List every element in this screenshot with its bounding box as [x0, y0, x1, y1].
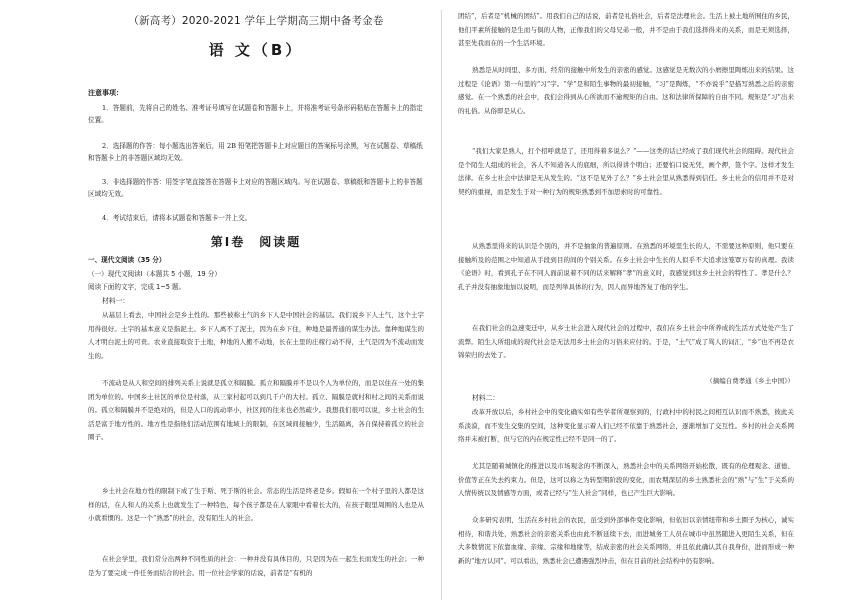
notice-item-1: 1．答题前，先将自己的姓名、准考证号填写在试题卷和答题卡上，并将准考证号条形码粘贴在答题卡上的指定位置。 — [88, 104, 423, 125]
section-heading: 一、现代文阅读（35 分） — [88, 256, 166, 264]
passage-paragraph: 在社会学里，我们常分出两种不同性质的社会：一种并没有具体目的，只是因为在一起生长而发生的社会；一种是为了要完成一件任务而结合的社会。用一位社会学家的话说，前者是“有机的 — [88, 555, 424, 577]
passage-paragraph: 从基层上看去，中国社会是乡土性的。那些被称土气的乡下人是中国社会的基层。我们说乡下人土气，这个土字用得很好。土字的基本意义是指泥土。乡下人离不了泥土，因为在乡下住，种地是最普通的谋生办法。靠种地谋生的人才明白泥土的可贵。农业直接取资于土地，种地的人搬不动地，长在土里的庄稼行动不得，土气是因为不流动而发生的。 — [88, 311, 424, 360]
passage-paragraph: 团结”，后者是“机械的团结”。用我们自己的话说，前者是礼俗社会，后者是法理社会。生活上被土地所囿住的乡民，他们平素所接触的是生而与俱的人物，正像我们的父母兄弟一般，并不是由于我们选择得来的关系，而是无须选择，甚至先我而在的一个生活环境。 — [458, 12, 794, 48]
notice-heading: 注意事项： — [88, 89, 123, 97]
column-divider — [441, 10, 442, 600]
passage-paragraph: 在我们社会的急速变迁中，从乡土社会进入现代社会的过程中，我们在乡土社会中所养成的生活方式处处产生了流弊。陌生人所组成的现代社会是无法用乡土社会的习俗来应付的。于是，“土气”成了骂人的词汇，“乡”也不再是衣锦荣归的去处了。 — [458, 324, 794, 360]
material-one-label: 材料一： — [102, 297, 130, 305]
source-citation: （摘编自费孝通《乡土中国》） — [706, 377, 794, 385]
notice-item-3: 3．非选择题的作答：用签字笔直接答在答题卡上对应的答题区域内。写在试题卷、草稿纸和答题卡上的非答题区域均无效。 — [88, 178, 423, 199]
passage-paragraph: 尤其是随着城镇化的推进以及市场观念的不断深入，熟悉社会中的关系网络开始松散，既有的伦理观念、道德、价值等正在失去约束力。但是，这可以称之为转型期阶段的变化，而农期深层的乡土熟悉社会的“熟”与“生”于关系的人情传统以及情感等方面，或者已经与“生人社会”同样，也已产生巨大影响。 — [458, 462, 794, 498]
part-title: 第Ⅰ卷 阅读题 — [210, 235, 302, 249]
subject-title: 语 文（B） — [208, 41, 304, 59]
subsection-heading: （一）现代文阅读Ⅰ（本题共 5 小题，19 分） — [88, 270, 221, 278]
passage-paragraph: 熟悉是从时间里、多方面、经常的接触中所发生的亲密的感觉。这感觉是无数次的小磨擦里陶炼出来的结果。这过程是《论语》第一句里的“习”字。“学”是和陌生事物的最初接触，“习”是陶炼，“不亦说乎”是描写熟悉之后的亲密感觉。在一个熟悉的社会中，我们会得到从心所欲而不逾规矩的自由。这和法律所保障的自由不同。规矩是“习”出来的礼俗。从俗即是从心。 — [458, 66, 794, 115]
passage-paragraph: 不流动是从人和空间的排列关系上说就是孤立和隔膜。孤立和隔膜并不是以个人为单位的，而是以住在一处的集团为单位的。中国乡土社区的单位是村落，从三家村起可以到几千户的大村。孤立、隔膜是就村和村之间的关系而说的。孤立和隔膜并不是绝对的，但是人口的流动率小，社区间的往来也必然疏少。我想我们很可以说，乡土社会的生活是富于地方性的。地方性是指他们活动范围有地域上的限制，在区域间接触少，生活隔离，各自保持着孤立的社会圈子。 — [88, 379, 424, 442]
exam-title: （新高考）2020-2021 学年上学期高三期中备考金卷 — [128, 15, 384, 27]
passage-paragraph: 从熟悉里得来的认识是个别的，并不是抽象的普遍原则。在熟悉的环境里生长的人，不需要这种原则，他只要在接触所及的范围之中知道从手段到目的间的个别关系。在乡土社会中生长的人似乎不大追求这笼罩万有的真理。我读《论语》时，看到孔子在不同人面前说着不同的话来解释“孝”的意义时，我感觉到这乡土社会的特性了。孝是什么？孔子并没有抽象地加以说明，而是列举具体的行为，因人而异地答复了他的学生。 — [458, 242, 794, 291]
passage-paragraph: 乡土社会在地方性的限制下成了生于斯、死于斯的社会。常态的生活是终老是乡。假如在一个村子里的人都是这样的话，在人和人的关系上也就发生了一种特色，每个孩子都是在人家眼中看着长大的，在孩子眼里周围的人也是从小就看惯的。这是一个“熟悉”的社会，没有陌生人的社会。 — [88, 487, 424, 523]
passage-paragraph: 改革开放以后，乡村社会中的变化确实如有些学者所观察到的，行政村中的村民之间相互认识而不熟悉，彼此关系淡漠，而不发生交集的空间，这种变化显示着人们已经不依靠于熟悉社会，逐渐增加了交互性。乡村的社会关系网络并未被打断，但与它的内在规定性已经不是同一的了。 — [458, 408, 794, 444]
material-two-label: 材料二： — [472, 394, 500, 402]
passage-paragraph: 众多研究表明，生活在乡村社会的农民，虽受到外部事件变化影响，但依旧以亲情纽带和乡土圈子为核心，诚实相待，和谐共处，熟悉社会的亲密关系也由此不断延续下去，而进城务工人员在城市中虽然随进入更陌生关系，但在大多数情况下依靠血缘、亲缘、宗缘和地缘等，结成亲密的社会关系网络，并且依此确认其自我身份，进而形成一种新的“地方认同”。可以看出，熟悉社会已遭遇强烈冲击，但在目前的社会结构中仍有影响。 — [458, 516, 794, 565]
notice-item-4: 4．考试结束后，请将本试题卷和答题卡一并上交。 — [102, 214, 252, 222]
reading-instruction: 阅读下面的文字，完成 1~5 题。 — [88, 283, 186, 291]
notice-item-2: 2．选择题的作答：每小题选出答案后，用 2B 铅笔把答题卡上对应题目的答案标号涂黑，写在试题卷、草稿纸和答题卡上的非答题区域均无效。 — [88, 142, 423, 163]
passage-paragraph: “我们大家是熟人，打个招呼就是了，还用得着多说么？”——这类的话已经成了我们现代社会的阻碍。现代社会是个陌生人组成的社会，各人不知道各人的底细，所以得讲个明白；还要怕口说无凭，画个押，签个字。这样才发生法律。在乡土社会中法律是无从发生的。“这不是见外了么？”乡土社会里从熟悉得到信任。乡土社会的信用并不是对契约的重视，而是发生于对一种行为的规矩熟悉到不加思索时的可靠性。 — [458, 147, 794, 196]
